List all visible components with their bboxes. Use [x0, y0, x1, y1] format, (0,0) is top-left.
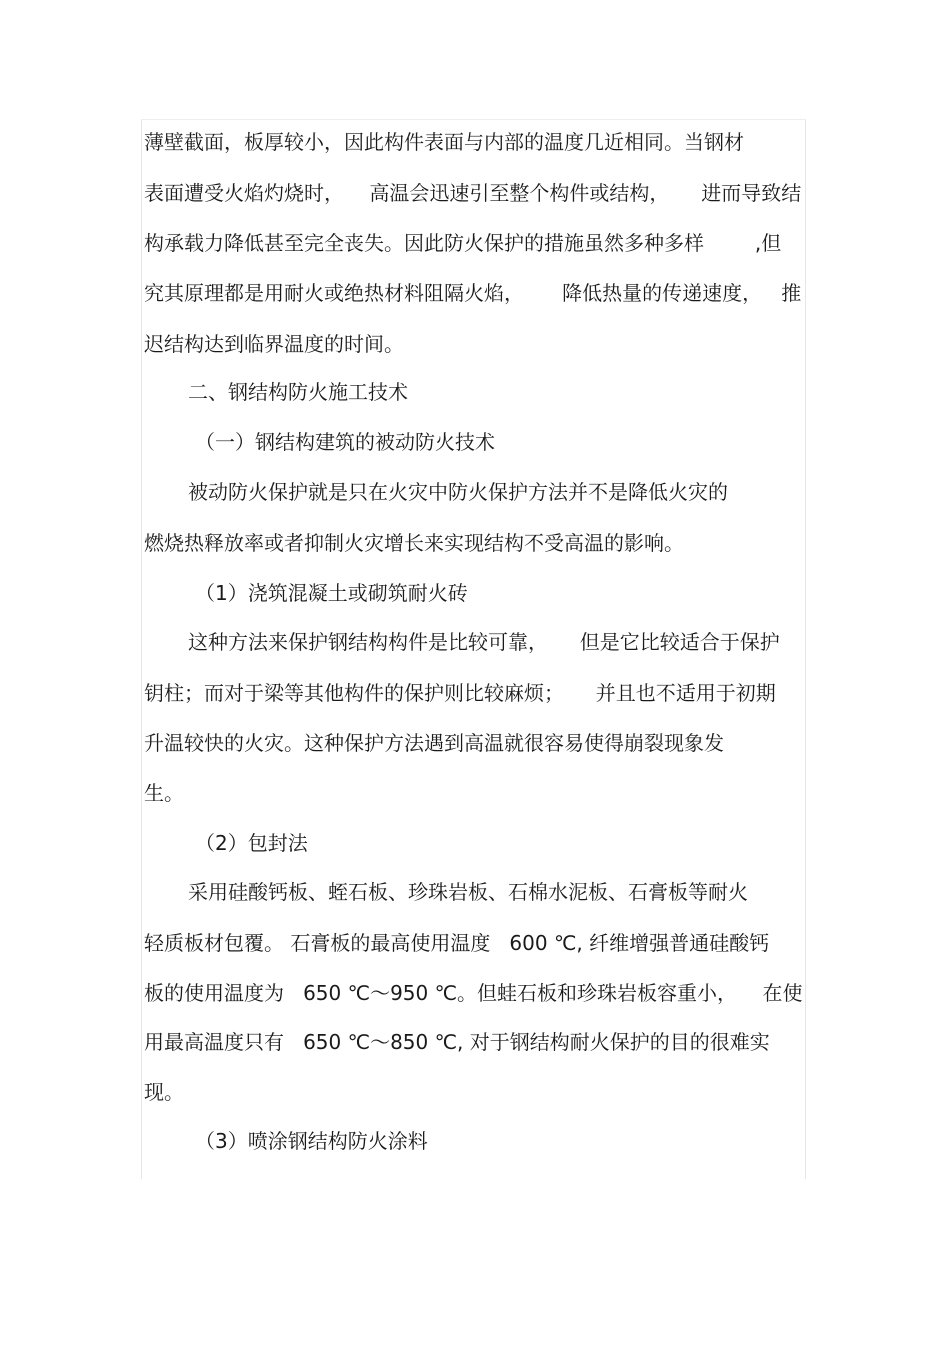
- paragraph-line: 这种方法来保护钢结构构件是比较可靠， 但是它比较适合于保护: [188, 630, 780, 654]
- paragraph-line: 表面遭受火焰灼烧时， 高温会迅速引至整个构件或结构， 进而导致结: [144, 181, 802, 205]
- paragraph-line: 采用硅酸钙板、蛭石板、珍珠岩板、石棉水泥板、石膏板等耐火: [188, 880, 748, 904]
- paragraph-line: 被动防火保护就是只在火灾中防火保护方法并不是降低火灾的: [188, 480, 728, 504]
- paragraph-line: 钥柱；而对于梁等其他构件的保护则比较麻烦； 并且也不适用于初期: [144, 681, 776, 705]
- section-heading: 二、钢结构防火施工技术: [188, 380, 408, 404]
- paragraph-line: 升温较快的火灾。这种保护方法遇到高温就很容易使得崩裂现象发: [144, 731, 724, 755]
- subsection-heading: （一）钢结构建筑的被动防火技术: [195, 430, 495, 454]
- paragraph-line: 现。: [144, 1080, 184, 1104]
- paragraph-line: 轻质板材包覆。 石膏板的最高使用温度 600 ℃, 纤维增强普通硅酸钙: [144, 931, 770, 955]
- item-heading: （3）喷涂钢结构防火涂料: [195, 1129, 428, 1153]
- paragraph-line: 构承载力降低甚至完全丧失。因此防火保护的措施虽然多种多样 ,但: [144, 231, 782, 255]
- item-heading: （2）包封法: [195, 831, 308, 855]
- paragraph-line: 板的使用温度为 650 ℃～950 ℃。但蛙石板和珍珠岩板容重小， 在使: [144, 981, 803, 1005]
- paragraph-line: 迟结构达到临界温度的时间。: [144, 332, 404, 356]
- paragraph-line: 薄壁截面，板厚较小，因此构件表面与内部的温度几近相同。当钢材: [144, 130, 744, 154]
- paragraph-line: 究其原理都是用耐火或绝热材料阻隔火焰， 降低热量的传递速度， 推: [144, 281, 802, 305]
- paragraph-line: 燃烧热释放率或者抑制火灾增长来实现结构不受高温的影响。: [144, 531, 684, 555]
- paragraph-line: 生。: [144, 781, 184, 805]
- paragraph-line: 用最高温度只有 650 ℃～850 ℃, 对于钢结构耐火保护的目的很难实: [144, 1030, 770, 1054]
- item-heading: （1）浇筑混凝土或砌筑耐火砖: [195, 581, 468, 605]
